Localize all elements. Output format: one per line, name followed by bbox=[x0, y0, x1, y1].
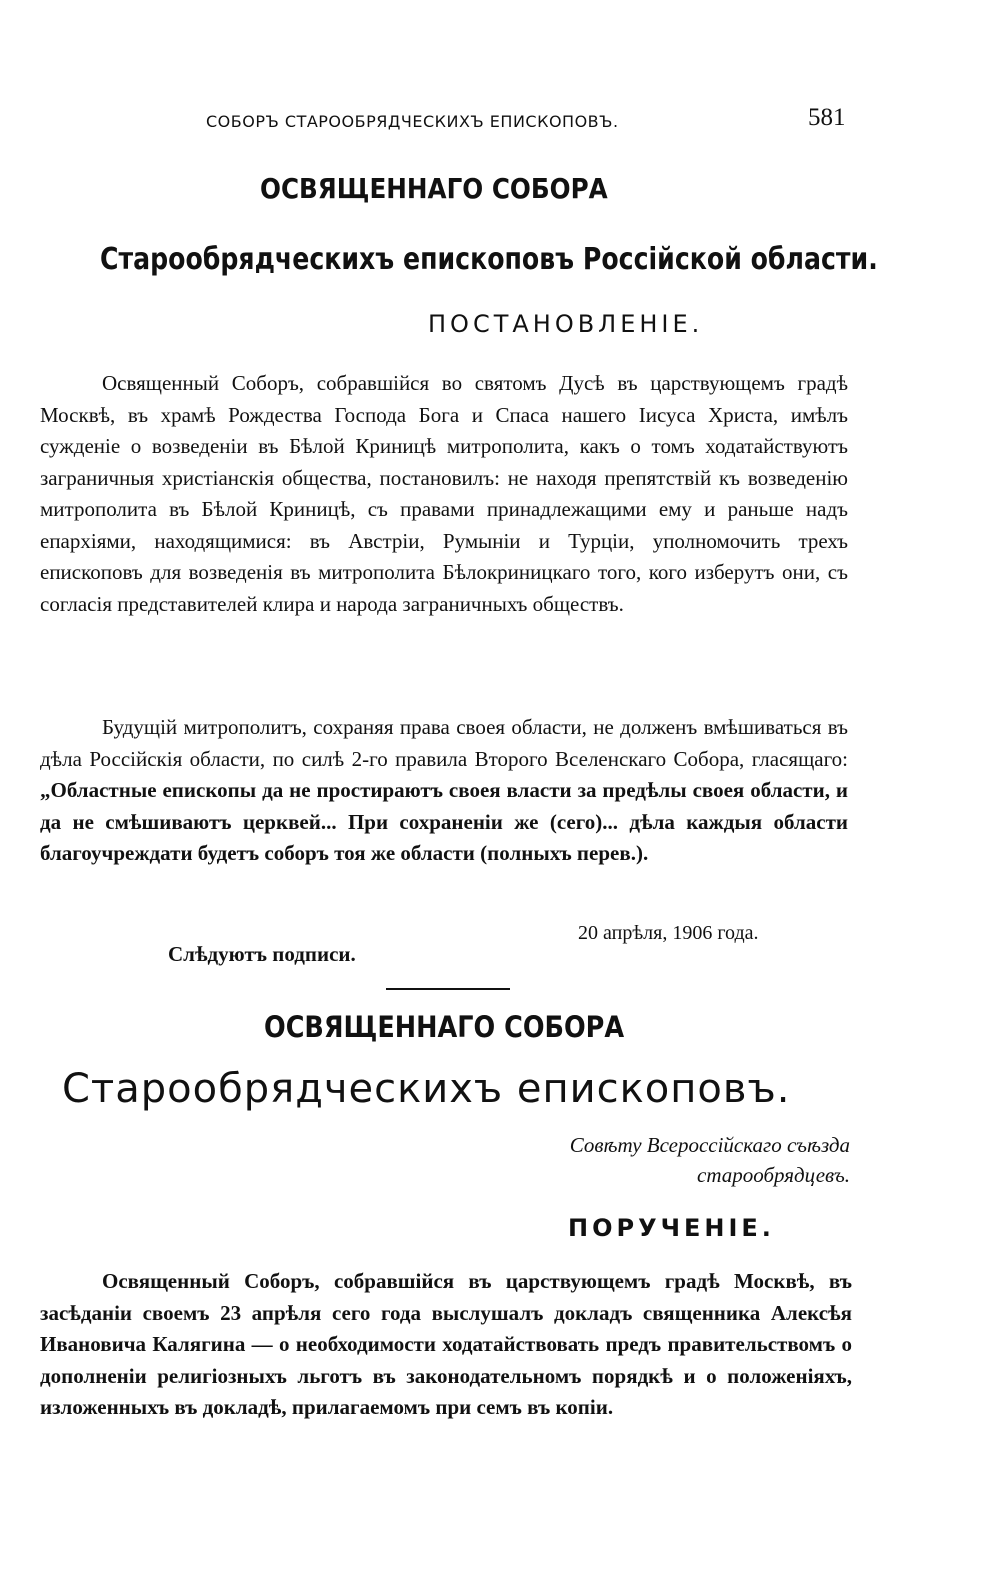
section2-heading-line1: ОСВЯЩЕННАГО СОБОРА bbox=[264, 1010, 625, 1044]
running-head: СОБОРЪ СТАРООБРЯДЧЕСКИХЪ ЕПИСКОПОВЪ. bbox=[206, 112, 619, 131]
section-divider bbox=[386, 988, 510, 990]
section1-paragraph2 bbox=[40, 712, 848, 870]
section2-heading-line2: Старообрядческихъ епископовъ. bbox=[62, 1066, 791, 1112]
section1-heading-line1: ОСВЯЩЕННАГО СОБОРА bbox=[260, 172, 608, 205]
signatures-note: Слѣдуютъ подписи. bbox=[168, 942, 356, 966]
paragraph2-quotation: „Областные епископы да не простираютъ своея власти за предѣлы своея области, и да не смѣшиваютъ церквей... При сохраненiи же (сего)... дѣла каждыя области благоучреждати будетъ соборъ тоя же области (полныхъ перев.). bbox=[40, 778, 848, 865]
section2-paragraph1: Освященный Соборъ, собравшiйся въ царствующемъ градѣ Москвѣ, въ засѣданiи своемъ 23 апрѣля сего года выслушалъ докладъ священника Алексѣя Ивановича Калягина — о необходимости ходатайствовать предъ правительствомъ о дополненiи религiозныхъ льготъ въ законодательномъ порядкѣ и о положенiяхъ, изложенныхъ въ докладѣ, прилагаемомъ при семъ въ копiи. bbox=[40, 1269, 852, 1419]
section1-title: ПОСТАНОВЛЕНІЕ. bbox=[428, 310, 704, 338]
section1-paragraph1: Освященный Соборъ, собравшiйся во святомъ Дусѣ въ царствующемъ градѣ Москвѣ, въ храмѣ Рождества Господа Бога и Спаса нашего Іисуса Христа, имѣлъ сужденiе о возведенiи въ Бѣлой Криницѣ митрополита, какъ о томъ ходатайствуютъ заграничныя христiанскiя общества, постановилъ: не находя препятствiй къ возведенiю митрополита въ Бѣлой Криницѣ, съ правами принадлежащими ему и раньше надъ епархiями, находящимися: въ Австрiи, Румынiи и Турцiи, уполномочить трехъ епископовъ для возведенiя въ митрополита Бѣлокриницкаго того, кого изберутъ они, съ согласiя представителей клира и народа заграничныхъ обществъ. bbox=[40, 371, 848, 616]
decree-date: 20 апрѣля, 1906 года. bbox=[578, 922, 759, 944]
paragraph2-regular-text: Будущiй митрополитъ, сохраняя права своея области, не долженъ вмѣшиваться въ дѣла Россiйскiя области, по силѣ 2-го правила Второго Вселенскаго Собора, гласящаго: bbox=[40, 715, 848, 771]
page-number: 581 bbox=[808, 104, 846, 131]
section2-title: ПОРУЧЕНІЕ. bbox=[568, 1214, 775, 1242]
section2-addressee: Совѣту Всероссiйскаго съѣзда старообрядцевъ. bbox=[569, 1133, 850, 1187]
section1-heading-line2: Старообрядческихъ епископовъ Россiйской области. bbox=[100, 242, 878, 277]
